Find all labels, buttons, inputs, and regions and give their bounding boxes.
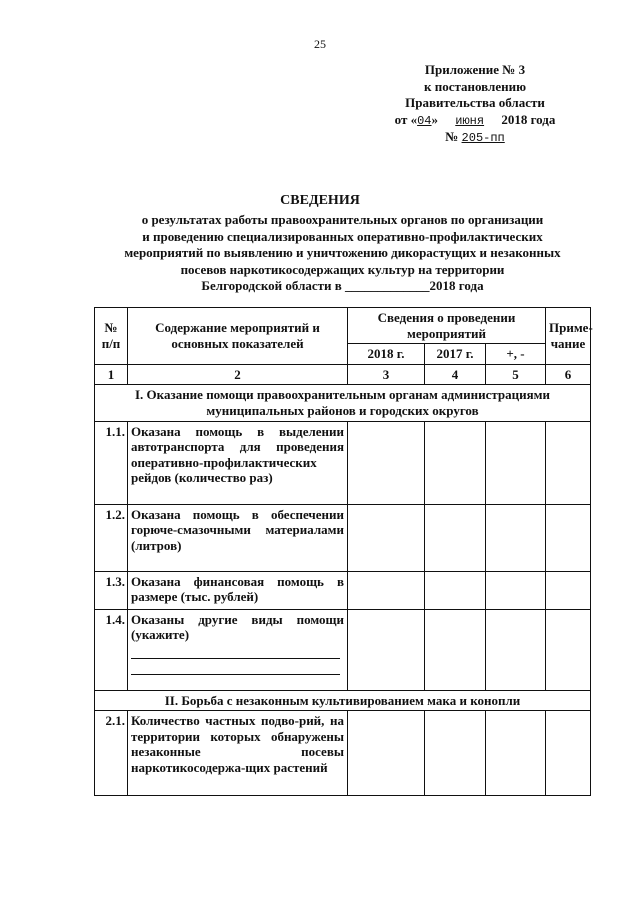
section-1-title: I. Оказание помощи правоохранительным органам администрациями муниципальных районов и городских округов <box>95 385 591 421</box>
row-number: 1.3. <box>95 571 128 609</box>
row-content: Количество частных подво-рий, на территории которых обнаружены незаконные посевы наркотикосодержа-щих растений <box>128 711 348 796</box>
date-day: 04 <box>417 113 432 128</box>
col-number: 6 <box>546 364 591 385</box>
col-number: 1 <box>95 364 128 385</box>
table-row <box>95 571 591 609</box>
col-number: 4 <box>425 364 486 385</box>
appendix-line-1: Приложение № 3 <box>424 62 526 77</box>
subtitle-line: и проведению специализированных оперативно-профилактических <box>142 228 543 244</box>
header-2018: 2018 г. <box>348 344 425 365</box>
cell-note <box>546 504 591 571</box>
cell-diff <box>486 711 546 796</box>
cell-diff <box>486 609 546 690</box>
cell-note <box>546 609 591 690</box>
date-month: июня <box>455 113 485 128</box>
cell-note <box>546 571 591 609</box>
date-mid: » <box>431 111 442 127</box>
number-prefix: № <box>445 129 462 144</box>
header-diff: +, - <box>486 344 546 365</box>
cell-2017 <box>425 711 486 796</box>
cell-2018 <box>348 609 425 690</box>
appendix-line-2: к постановлению <box>423 78 527 94</box>
cell-2017 <box>425 609 486 690</box>
subtitle-line: посевов наркотикосодержащих культур на территории <box>180 261 505 277</box>
cell-2018 <box>348 421 425 504</box>
cell-note <box>546 711 591 796</box>
subtitle-line: мероприятий по выявлению и уничтожению дикорастущих и незаконных <box>124 245 561 260</box>
cell-2017 <box>425 421 486 504</box>
header-info: Сведения о проведении мероприятий <box>348 308 546 344</box>
cell-diff <box>486 421 546 504</box>
row-number: 1.1. <box>95 421 128 504</box>
header-2017: 2017 г. <box>425 344 486 365</box>
header-row <box>95 308 591 344</box>
header-note: Приме-чание <box>546 308 591 365</box>
appendix-number <box>350 129 600 147</box>
appendix-block <box>350 62 600 147</box>
cell-2018 <box>348 571 425 609</box>
row-content-text: Оказаны другие виды помощи (укажите) <box>131 611 344 643</box>
report-table <box>94 307 591 796</box>
row-content: Оказана финансовая помощь в размере (тыс. рублей) <box>128 571 348 609</box>
col-number: 5 <box>486 364 546 385</box>
header-num: № п/п <box>95 308 128 365</box>
subtitle-line: о результатах работы правоохранительных органов по организации <box>141 212 544 227</box>
row-number: 1.2. <box>95 504 128 571</box>
cell-note <box>546 421 591 504</box>
row-content: Оказана помощь в выделении автотранспорта для проведения оперативно-профилактических рейдов (количество раз) <box>128 421 348 504</box>
section-row <box>95 690 591 711</box>
cell-diff <box>486 504 546 571</box>
cell-diff <box>486 571 546 609</box>
column-numbers-row <box>95 364 591 385</box>
section-2-title: II. Борьба с незаконным культивированием мака и конопли <box>95 690 591 711</box>
document-subtitle <box>90 212 595 295</box>
cell-2018 <box>348 711 425 796</box>
row-content <box>128 609 348 690</box>
row-content: Оказана помощь в обеспечении горюче-смазочными материалами (литров) <box>128 504 348 571</box>
appendix-line-3: Правительства области <box>405 95 545 110</box>
table-row <box>95 421 591 504</box>
fill-in-line <box>131 643 340 659</box>
date-prefix: от « <box>394 111 418 127</box>
cell-2017 <box>425 571 486 609</box>
header-content: Содержание мероприятий и основных показателей <box>128 308 348 365</box>
table-row <box>95 609 591 690</box>
page-number: 25 <box>314 37 326 51</box>
col-number: 3 <box>348 364 425 385</box>
cell-2018 <box>348 504 425 571</box>
row-number: 1.4. <box>95 609 128 690</box>
appendix-date <box>350 112 600 130</box>
row-number: 2.1. <box>95 711 128 796</box>
document-title: СВЕДЕНИЯ <box>280 193 360 208</box>
date-suffix: 2018 года <box>498 111 556 127</box>
cell-2017 <box>425 504 486 571</box>
subtitle-line: Белгородской области в _____________2018 года <box>201 278 484 293</box>
col-number: 2 <box>128 364 348 385</box>
table-row <box>95 504 591 571</box>
section-row <box>95 385 591 421</box>
number-value: 205-пп <box>461 131 505 145</box>
table-row <box>95 711 591 796</box>
fill-in-line <box>131 659 340 675</box>
